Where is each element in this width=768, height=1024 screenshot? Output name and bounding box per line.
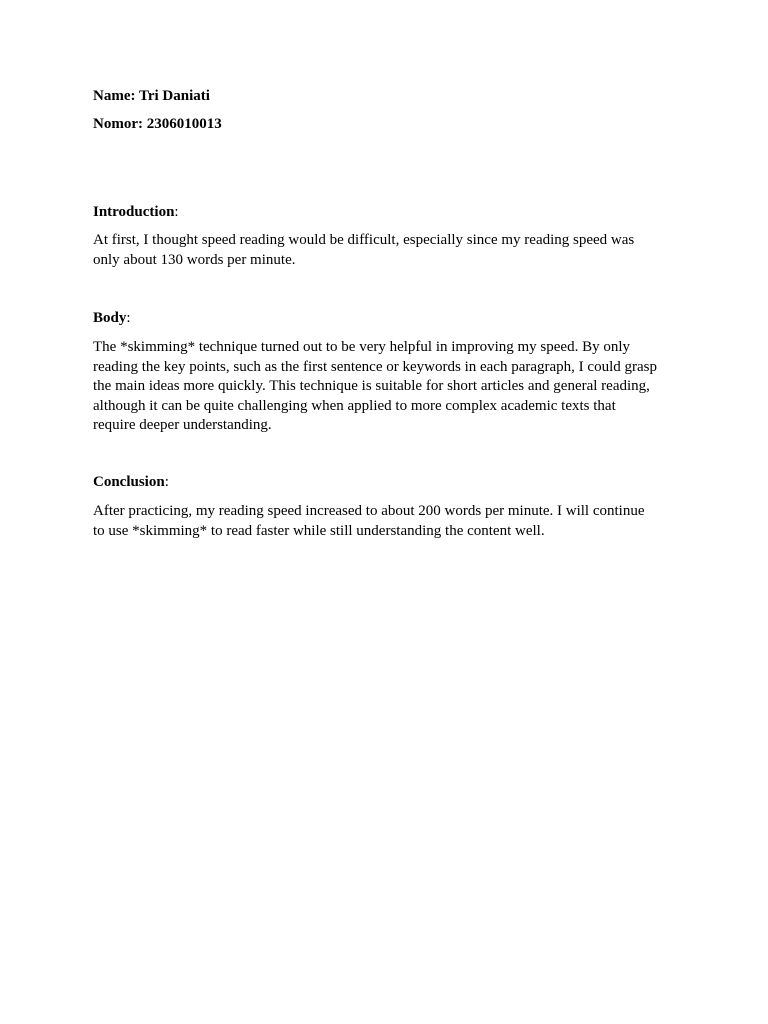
conclusion-heading-label: Conclusion xyxy=(93,474,165,490)
conclusion-paragraph xyxy=(93,502,683,541)
paragraph-line: reading the key points, such as the first sentence or keywords in each paragraph, I could grasp xyxy=(93,358,657,375)
paragraph-line: to use *skimming* to read faster while still understanding the content well. xyxy=(93,522,545,539)
introduction-heading xyxy=(93,203,179,222)
paragraph-line: require deeper understanding. xyxy=(93,417,272,433)
body-heading-label: Body xyxy=(93,310,127,326)
conclusion-heading-colon: : xyxy=(164,474,169,490)
introduction-paragraph xyxy=(93,231,683,270)
body-heading-colon: : xyxy=(126,310,131,326)
introduction-heading-label: Introduction xyxy=(93,204,175,220)
paragraph-line: At first, I thought speed reading would be difficult, especially since my reading speed was xyxy=(93,232,635,248)
number-line: Nomor: 2306010013 xyxy=(93,116,222,132)
paragraph-line: After practicing, my reading speed increased to about 200 words per minute. I will continue xyxy=(93,503,645,519)
introduction-heading-colon: : xyxy=(174,204,179,220)
body-heading xyxy=(93,309,131,328)
paragraph-line: although it can be quite challenging when applied to more complex academic texts that xyxy=(93,397,616,414)
name-line: Name: Tri Daniati xyxy=(93,88,210,104)
conclusion-heading xyxy=(93,473,169,492)
body-paragraph xyxy=(93,338,683,436)
paragraph-line: only about 130 words per minute. xyxy=(93,251,296,268)
paragraph-line: The *skimming* technique turned out to be very helpful in improving my speed. By only xyxy=(93,339,630,355)
paragraph-line: the main ideas more quickly. This technique is suitable for short articles and general reading, xyxy=(93,378,650,394)
